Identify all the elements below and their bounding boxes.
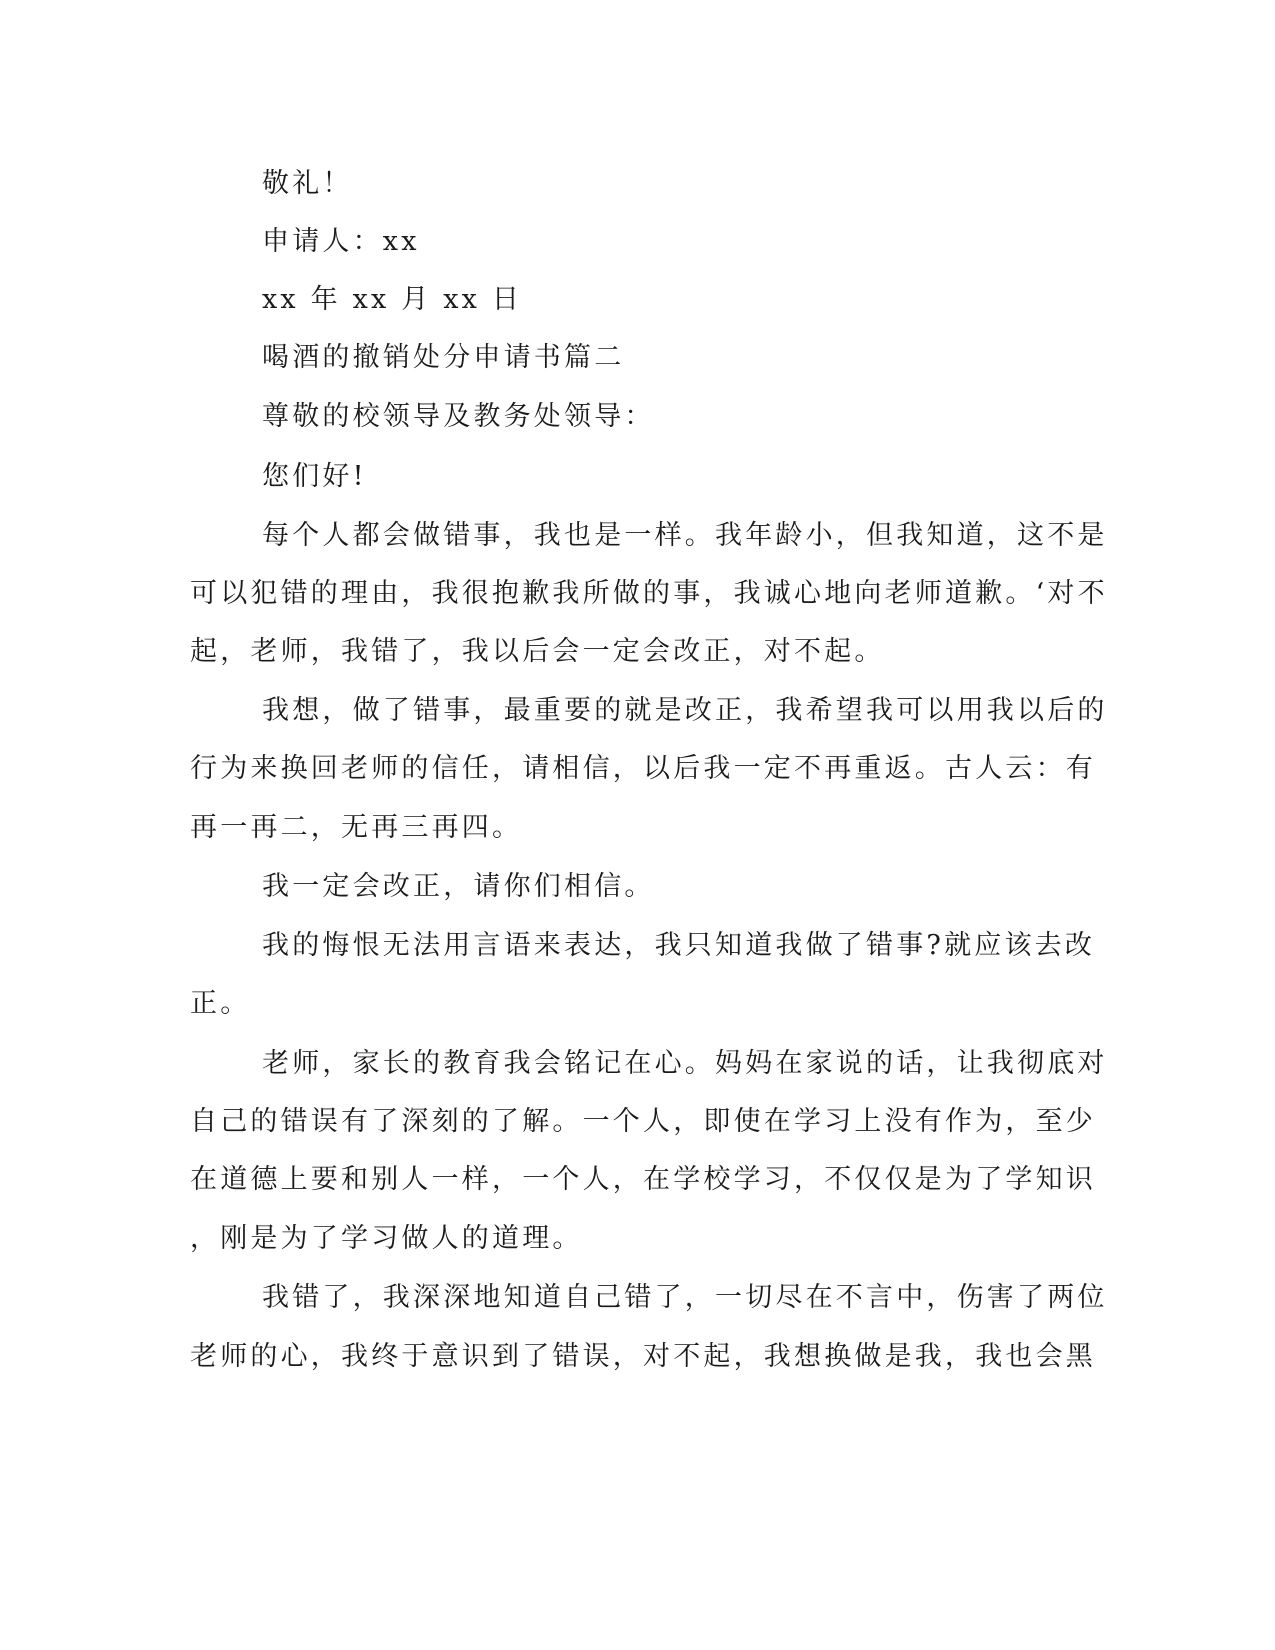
date-line: xx 年 xx 月 xx 日 [262,284,523,315]
body-line: 每个人都会做错事，我也是一样。我年龄小，但我知道，这不是 [262,520,1108,551]
body-line: 再一再二，无再三再四。 [190,812,523,843]
body-line: 我错了，我深深地知道自己错了，一切尽在不言中，伤害了两位 [262,1282,1108,1313]
closing-line: 敬礼！ [262,168,353,199]
section-title: 喝酒的撤销处分申请书篇二 [262,342,625,373]
body-line: 老师的心，我终于意识到了错误，对不起，我想换做是我，我也会黑 [190,1341,1096,1372]
body-line: ，刚是为了学习做人的道理。 [190,1223,583,1254]
body-line: 可以犯错的理由，我很抱歉我所做的事，我诚心地向老师道歉。‘对不 [190,578,1108,609]
body-line: 正。 [190,988,251,1019]
body-line: 我想，做了错事，最重要的就是改正，我希望我可以用我以后的 [262,695,1108,726]
body-line: 我的悔恨无法用言语来表达，我只知道我做了错事?就应该去改 [262,930,1096,961]
greeting-line: 您们好! [262,461,367,492]
salutation-line: 尊敬的校领导及教务处领导： [262,401,655,432]
body-line: 起，老师，我错了，我以后会一定会改正，对不起。 [190,636,885,667]
body-line: 老师，家长的教育我会铭记在心。妈妈在家说的话，让我彻底对 [262,1048,1108,1079]
body-line: 在道德上要和别人一样，一个人，在学校学习，不仅仅是为了学知识 [190,1164,1096,1195]
body-line: 我一定会改正，请你们相信。 [262,871,655,902]
body-line: 自己的错误有了深刻的了解。一个人，即使在学习上没有作为，至少 [190,1106,1096,1137]
applicant-line: 申请人：xx [262,226,420,257]
body-line: 行为来换回老师的信任，请相信，以后我一定不再重返。古人云：有 [190,753,1096,784]
